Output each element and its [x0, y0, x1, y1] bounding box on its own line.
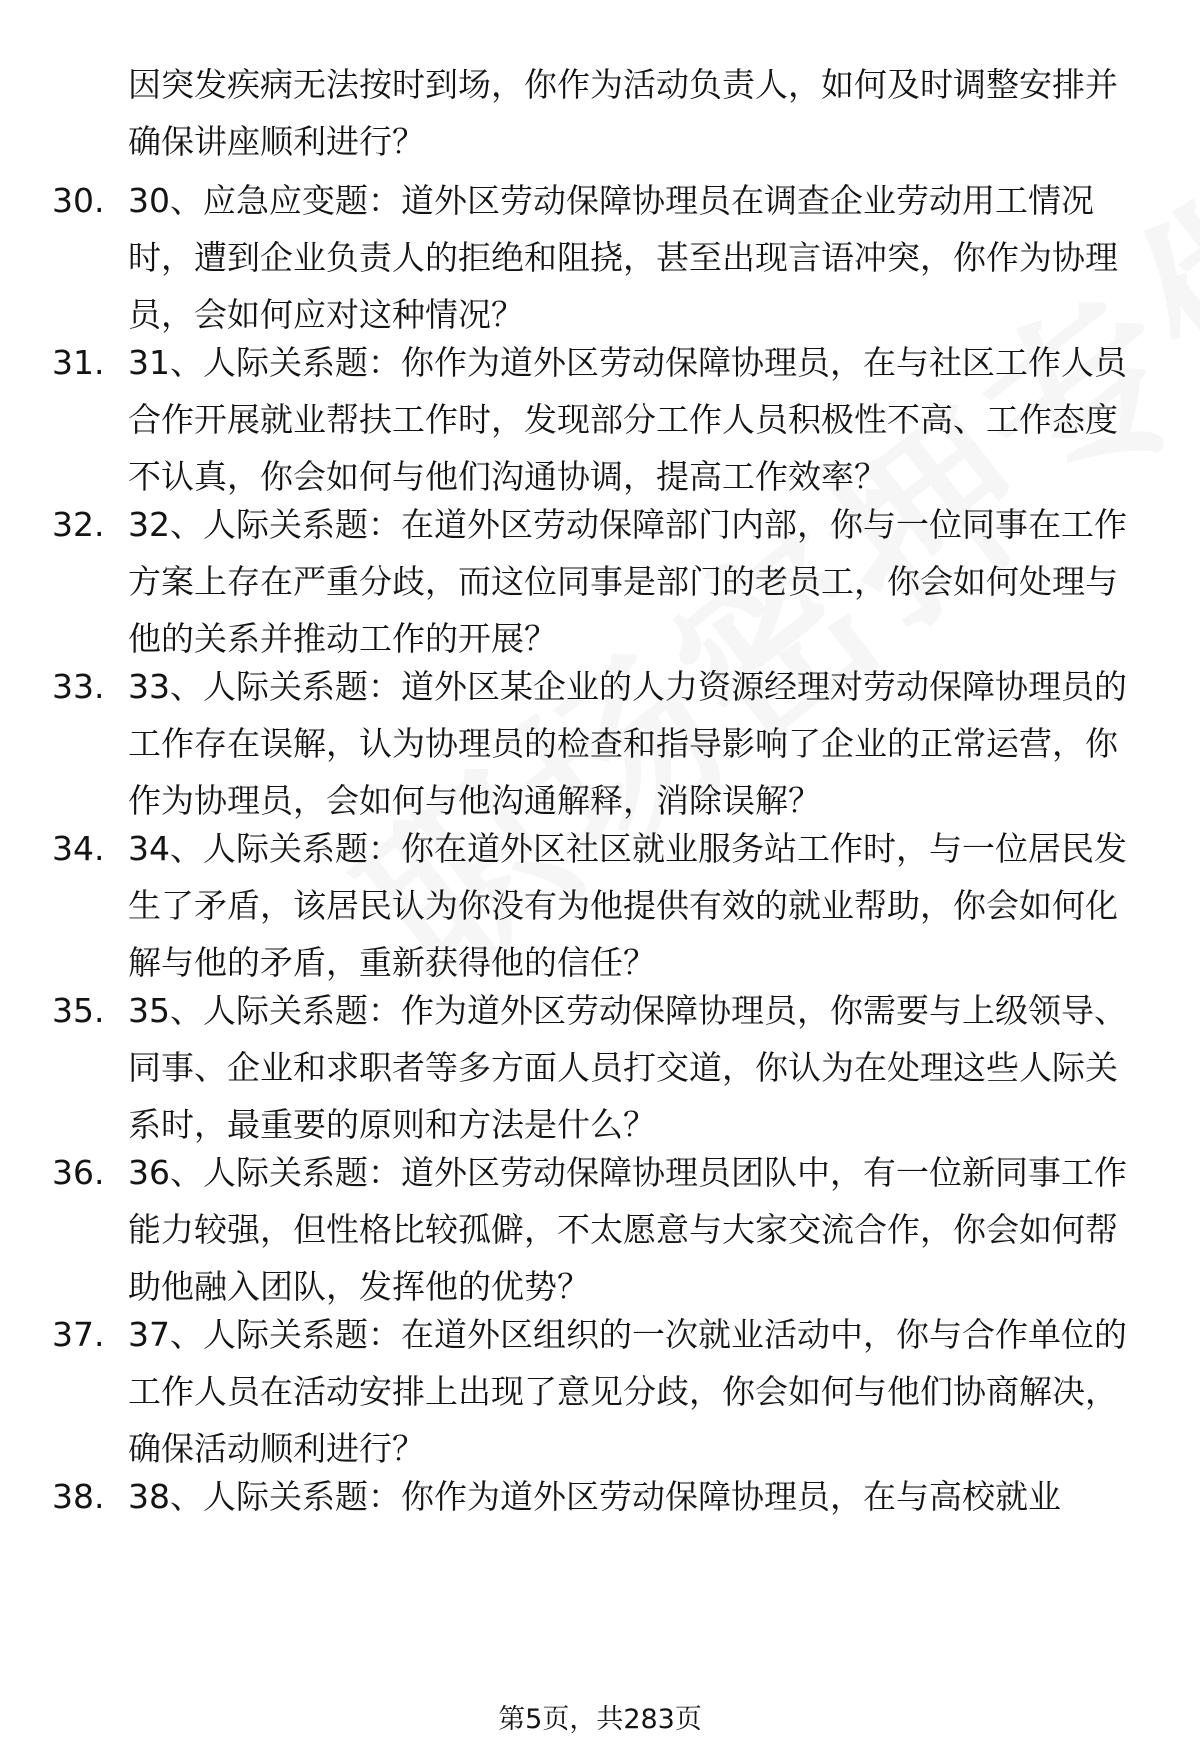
item-text: 35、人际关系题：作为道外区劳动保障协理员，你需要与上级领导、同事、企业和求职者等多方面人员打交道，你认为在处理这些人际关系时，最重要的原则和方法是什么？	[128, 991, 1127, 1144]
continued-question-text: 因突发疾病无法按时到场，你作为活动负责人，如何及时调整安排并确保讲座顺利进行？	[128, 65, 1118, 161]
item-text: 34、人际关系题：你在道外区社区就业服务站工作时，与一位居民发生了矛盾，该居民认为你没有为他提供有效的就业帮助，你会如何化解与他的矛盾，重新获得他的信任？	[128, 829, 1127, 982]
item-text: 37、人际关系题：在道外区组织的一次就业活动中，你与合作单位的工作人员在活动安排上出现了意见分歧，你会如何与他们协商解决，确保活动顺利进行？	[128, 1315, 1127, 1468]
item-text: 36、人际关系题：道外区劳动保障协理员团队中，有一位新同事工作能力较强，但性格比较孤僻，不太愿意与大家交流合作，你会如何帮助他融入团队，发挥他的优势？	[128, 1153, 1127, 1306]
item-number: 31.	[52, 343, 105, 382]
item-number: 35.	[52, 991, 105, 1030]
item-number: 36.	[52, 1153, 105, 1192]
page-footer: 第5页，共283页	[498, 1704, 702, 1735]
item-number: 34.	[52, 829, 105, 868]
item-text: 33、人际关系题：道外区某企业的人力资源经理对劳动保障协理员的工作存在误解，认为协理员的检查和指导影响了企业的正常运营，你作为协理员，会如何与他沟通解释，消除误解？	[128, 667, 1127, 820]
item-text: 32、人际关系题：在道外区劳动保障部门内部，你与一位同事在工作方案上存在严重分歧，而这位同事是部门的老员工，你会如何处理与他的关系并推动工作的开展？	[128, 505, 1127, 658]
item-text: 30、应急应变题：道外区劳动保障协理员在调查企业劳动用工情况时，遭到企业负责人的拒绝和阻挠，甚至出现言语冲突，你作为协理员，会如何应对这种情况？	[128, 181, 1118, 334]
item-number: 33.	[52, 667, 105, 706]
item-number: 38.	[52, 1477, 105, 1516]
item-text: 31、人际关系题：你作为道外区劳动保障协理员，在与社区工作人员合作开展就业帮扶工作时，发现部分工作人员积极性不高、工作态度不认真，你会如何与他们沟通协调，提高工作效率？	[128, 343, 1127, 496]
item-number: 30.	[52, 181, 105, 220]
item-number: 37.	[52, 1315, 105, 1354]
item-number: 32.	[52, 505, 105, 544]
item-text: 38、人际关系题：你作为道外区劳动保障协理员，在与高校就业	[128, 1477, 1061, 1516]
